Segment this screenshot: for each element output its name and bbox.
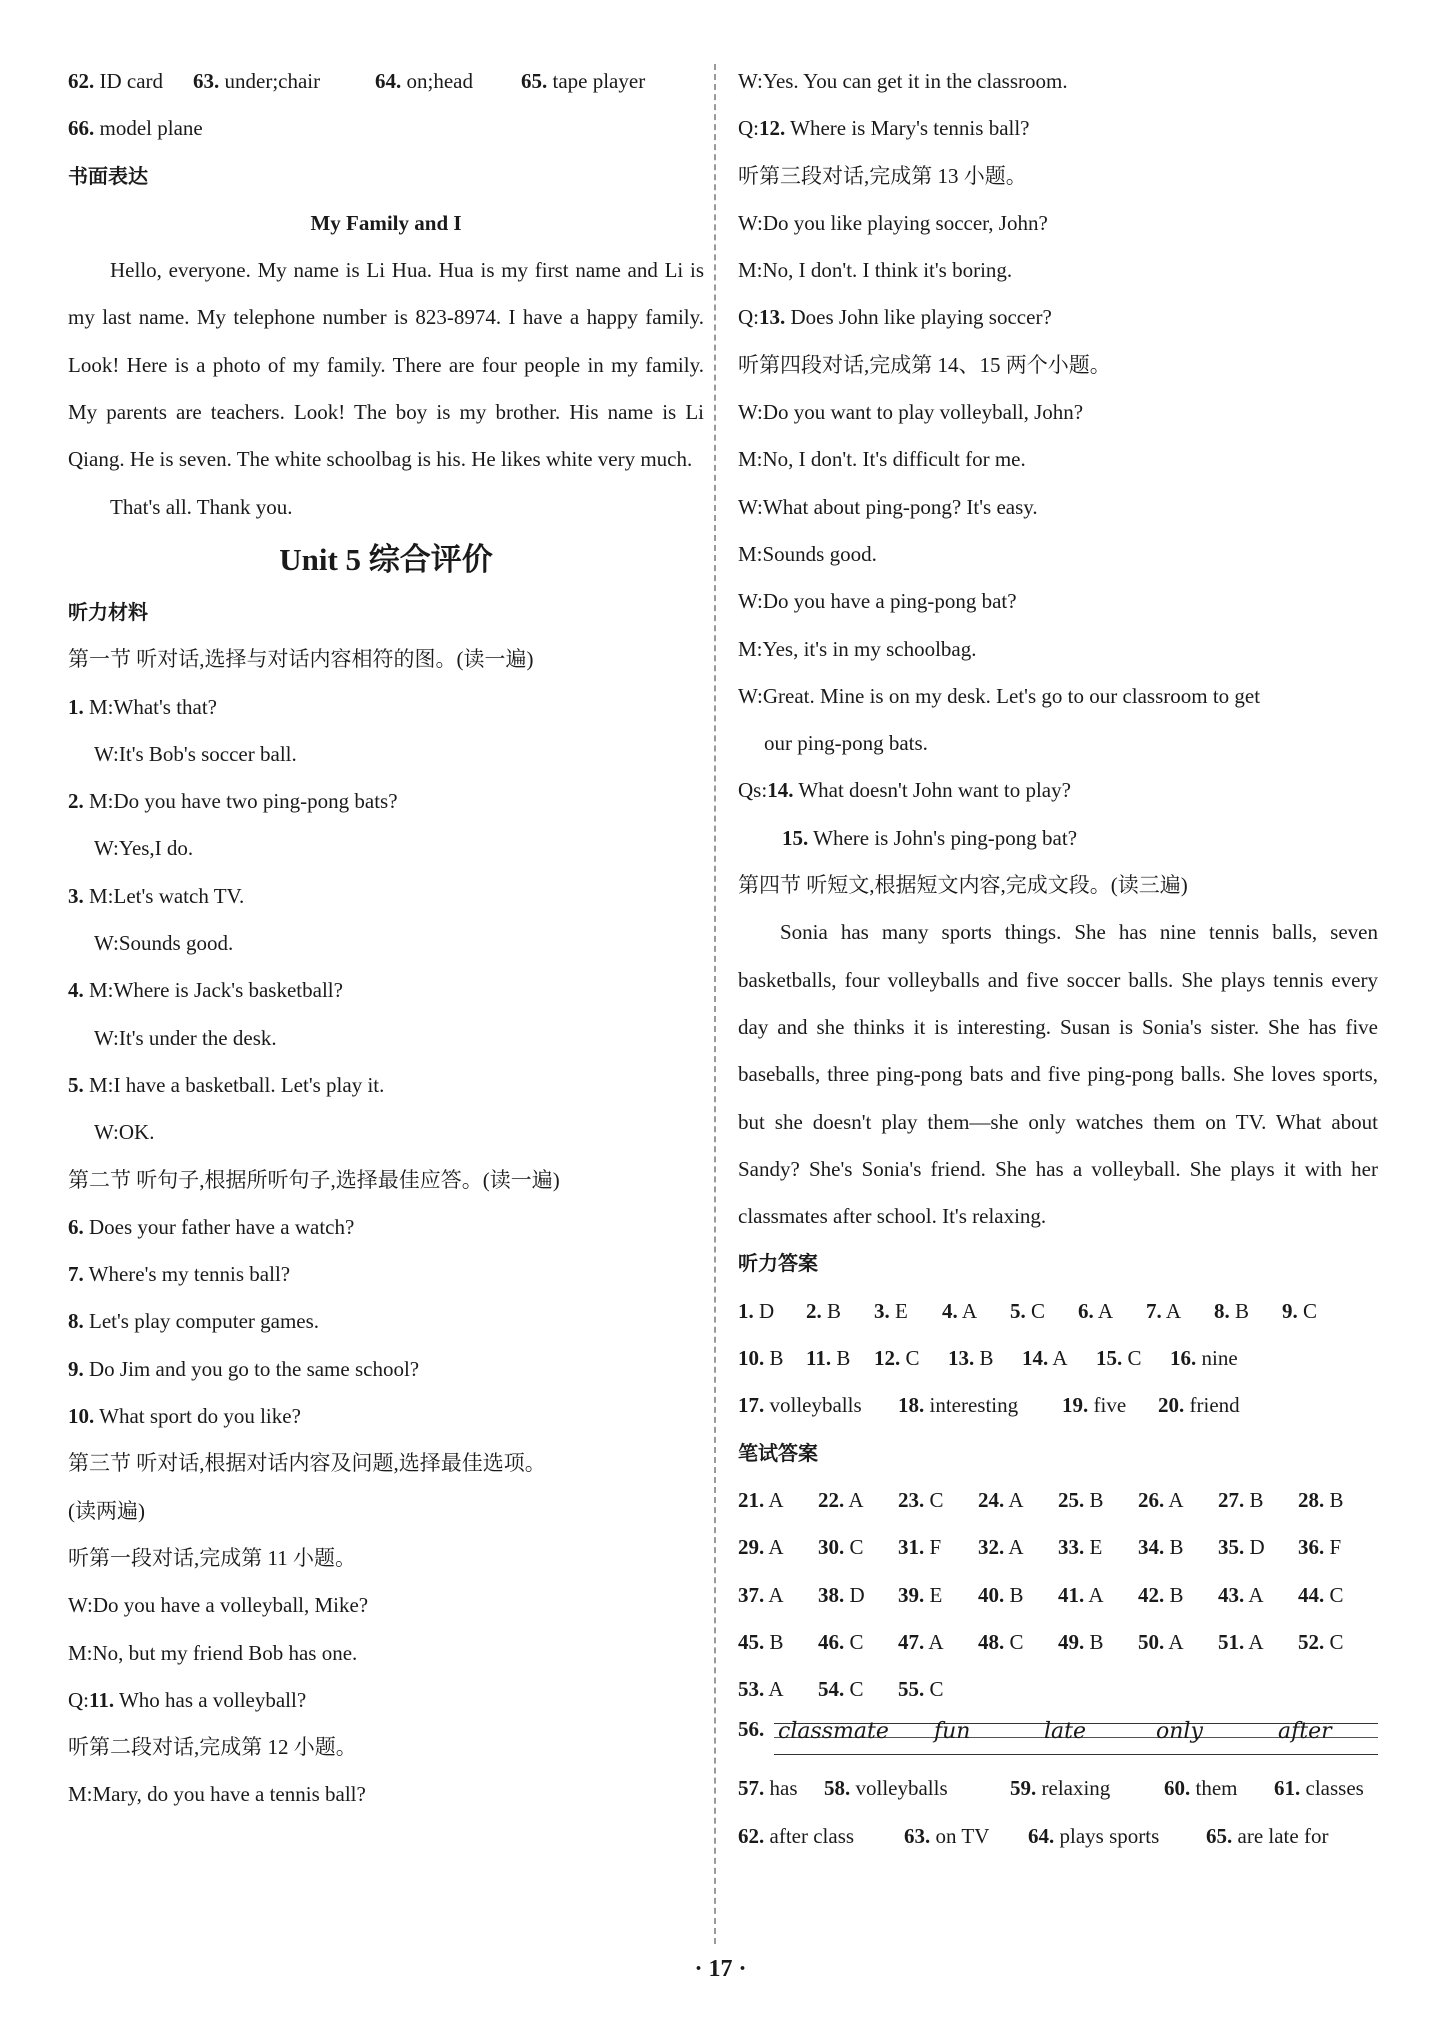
answer-row [738, 1477, 1378, 1524]
answer-item [818, 1572, 898, 1619]
answer-item [1158, 1382, 1268, 1429]
answer-item [948, 1335, 1022, 1382]
answer-item [375, 58, 521, 105]
answer-number: 56. [738, 1717, 765, 1742]
conversation-4-m2: M:Sounds good. [738, 541, 877, 566]
answer-number: 36. [1298, 1535, 1325, 1560]
answer-value: on;head [406, 69, 473, 93]
answer-number: 51. [1218, 1629, 1245, 1654]
answer-item [738, 1288, 806, 1335]
dialogue-4-w: W:It's under the desk. [94, 1025, 277, 1050]
answer-item [1028, 1813, 1206, 1860]
answer-number: 18. [898, 1393, 925, 1418]
answer-number: 45. [738, 1629, 765, 1654]
answer-value: interesting [929, 1393, 1019, 1418]
written-answers-tail [738, 1765, 1378, 1860]
answer-value: after class [769, 1823, 855, 1848]
answer-item [738, 1382, 898, 1429]
answer-number: 5. [1010, 1298, 1026, 1323]
answer-value: D [1249, 1535, 1265, 1560]
answer-item [898, 1572, 978, 1619]
answer-item [1164, 1765, 1274, 1812]
answer-number: 44. [1298, 1582, 1325, 1607]
conversation-4-instruction: 听第四段对话,完成第 14、15 两个小题。 [738, 352, 1111, 377]
answer-value: A [1168, 1629, 1184, 1654]
answer-item [1298, 1572, 1378, 1619]
section-4-heading: 第四节 听短文,根据短文内容,完成文段。(读三遍) [738, 873, 1188, 898]
dialogue-5-m: 5. M:I have a basketball. Let's play it. [68, 1072, 385, 1097]
answer-number: 1. [738, 1298, 754, 1323]
answer-number: 29. [738, 1535, 765, 1560]
answer-item [1058, 1524, 1138, 1571]
section-3-heading-cont: (读两遍) [68, 1498, 145, 1523]
answer-number: 34. [1138, 1535, 1165, 1560]
answer-number: 63. [193, 69, 220, 93]
conversation-4-w1: W:Do you want to play volleyball, John? [738, 400, 1084, 425]
answer-value: A [928, 1629, 944, 1654]
answer-value: C [929, 1677, 944, 1702]
answer-number: 61. [1274, 1776, 1301, 1801]
conversation-4-w4: W:Great. Mine is on my desk. Let's go to our classroom to get [738, 683, 1261, 708]
answer-item [1218, 1619, 1298, 1666]
answer-row [738, 1619, 1378, 1666]
answer-value: B [1089, 1629, 1104, 1654]
answer-value: nine [1201, 1346, 1238, 1371]
answer-value: volleyballs [769, 1393, 862, 1418]
answer-row [738, 1813, 1378, 1860]
answer-number: 43. [1218, 1582, 1245, 1607]
conversation-1-m: M:No, but my friend Bob has one. [68, 1640, 358, 1665]
answer-item [1058, 1619, 1138, 1666]
answer-number: 3. [874, 1298, 890, 1323]
answer-value: under;chair [224, 69, 321, 93]
conversation-3-w: W:Do you like playing soccer, John? [738, 210, 1048, 235]
answer-number: 2. [806, 1298, 822, 1323]
answer-item [1298, 1477, 1378, 1524]
answer-value: A [768, 1535, 784, 1560]
answer-value: B [836, 1346, 851, 1371]
answer-row [738, 1524, 1378, 1571]
answer-item [898, 1524, 978, 1571]
answer-item [68, 105, 203, 152]
answer-value: A [848, 1487, 864, 1512]
dialogue-2-w: W:Yes,I do. [94, 836, 194, 861]
passage: Sonia has many sports things. She has nine tennis balls, seven basketballs, four volleyballs and five soccer balls. She plays tennis every day and she thinks it is interesting. Susan is Sonia's sister. She has five baseballs, three ping-pong bats and five ping-pong balls. She loves sports, but she doesn't play them—she only watches them on TV. What about Sandy? She's Sonia's friend. She has a volleyball. She plays it with her classmates after school. It's relaxing. [738, 920, 1378, 1229]
conversation-2-w: W:Yes. You can get it in the classroom. [738, 69, 1068, 93]
essay-body [68, 247, 704, 531]
answer-value: A [1248, 1582, 1264, 1607]
answer-value: C [1009, 1629, 1024, 1654]
answer-value: five [1093, 1393, 1127, 1418]
answer-row [738, 1572, 1378, 1619]
answer-number: 62. [738, 1823, 765, 1848]
answer-number: 11. [806, 1346, 832, 1371]
answer-item [1010, 1288, 1078, 1335]
answer-number: 64. [1028, 1823, 1055, 1848]
conversation-4-m1: M:No, I don't. It's difficult for me. [738, 447, 1026, 472]
answer-value: has [769, 1776, 798, 1801]
answer-value: friend [1189, 1393, 1240, 1418]
essay-title: My Family and I [310, 210, 462, 235]
listening-answers-heading: 听力答案 [738, 1251, 818, 1276]
answer-item [818, 1666, 898, 1713]
section-3-heading: 第三节 听对话,根据对话内容及问题,选择最佳选项。 [68, 1451, 546, 1476]
answer-item [1282, 1288, 1350, 1335]
answer-number: 8. [1214, 1298, 1230, 1323]
answer-value: E [929, 1582, 943, 1607]
answer-number: 55. [898, 1677, 925, 1702]
answer-number: 48. [978, 1629, 1005, 1654]
answer-number: 17. [738, 1393, 765, 1418]
answer-number: 39. [898, 1582, 925, 1607]
written-answers [738, 1477, 1378, 1713]
conversation-4-w2: W:What about ping-pong? It's easy. [738, 494, 1038, 519]
answer-number: 60. [1164, 1776, 1191, 1801]
answer-item [1138, 1572, 1218, 1619]
answer-item [942, 1288, 1010, 1335]
answer-item [978, 1619, 1058, 1666]
answer-item [738, 1619, 818, 1666]
answer-row [738, 1288, 1378, 1335]
answer-number: 21. [738, 1487, 765, 1512]
answer-number: 58. [824, 1776, 851, 1801]
answer-row [738, 1765, 1378, 1812]
answer-row [738, 1382, 1378, 1429]
answer-number: 65. [1206, 1823, 1233, 1848]
answer-value: B [1169, 1535, 1184, 1560]
column-divider [714, 64, 716, 1944]
listening-material-heading: 听力材料 [68, 599, 148, 624]
answer-value: A [1008, 1535, 1024, 1560]
handwritten-word: classmate [778, 1719, 889, 1745]
answer-number: 30. [818, 1535, 845, 1560]
answer-value: plays sports [1059, 1823, 1160, 1848]
dialogue-3-w: W:Sounds good. [94, 931, 234, 956]
answer-value: C [1329, 1629, 1344, 1654]
answer-row [738, 1335, 1378, 1382]
conversation-3-instruction: 听第三段对话,完成第 13 小题。 [738, 163, 1027, 188]
answer-value: B [1009, 1582, 1024, 1607]
answer-item [1138, 1477, 1218, 1524]
dialogue-1-w: W:It's Bob's soccer ball. [94, 741, 297, 766]
answer-number: 38. [818, 1582, 845, 1607]
answer-item [1138, 1524, 1218, 1571]
answer-value: ID card [99, 69, 164, 93]
answer-value: A [768, 1677, 784, 1702]
answer-number: 42. [1138, 1582, 1165, 1607]
answer-value: B [827, 1298, 842, 1323]
answer-number: 57. [738, 1776, 765, 1801]
answer-number: 7. [1146, 1298, 1162, 1323]
answer-value: A [1248, 1629, 1264, 1654]
answer-value: on TV [935, 1823, 990, 1848]
answer-value: F [1329, 1535, 1342, 1560]
answer-value: D [849, 1582, 865, 1607]
question-13: Q:13. Does John like playing soccer? [738, 305, 1052, 330]
answer-value: C [1127, 1346, 1142, 1371]
answer-value: A [1008, 1487, 1024, 1512]
answer-item [1274, 1765, 1374, 1812]
answer-number: 16. [1170, 1346, 1197, 1371]
answer-value: A [1052, 1346, 1068, 1371]
answer-item [1078, 1288, 1146, 1335]
answer-value: C [1031, 1298, 1046, 1323]
answer-number: 64. [375, 69, 402, 93]
question-12: Q:12. Where is Mary's tennis ball? [738, 116, 1030, 141]
dialogue-4-m: 4. M:Where is Jack's basketball? [68, 978, 343, 1003]
answer-value: B [769, 1629, 784, 1654]
answer-item [521, 58, 681, 105]
answer-item [904, 1813, 1028, 1860]
answer-item [738, 1335, 806, 1382]
answer-item [1218, 1477, 1298, 1524]
answer-value: C [849, 1677, 864, 1702]
answer-number: 32. [978, 1535, 1005, 1560]
answer-item [898, 1619, 978, 1666]
answer-number: 6. [1078, 1298, 1094, 1323]
essay-paragraph: Hello, everyone. My name is Li Hua. Hua is my first name and Li is my last name. My telephone number is 823-8974. I have a happy family. Look! Here is a photo of my family. There are four people in my family. My parents are teachers. Look! The boy is my brother. His name is Li Qiang. He is seven. The white schoolbag is his. He likes white very much. [68, 258, 704, 472]
answer-item [806, 1335, 874, 1382]
dialogue-1-m: 1. M:What's that? [68, 694, 217, 719]
answer-value: D [759, 1298, 775, 1323]
answer-number: 15. [1096, 1346, 1123, 1371]
answer-value: B [1169, 1582, 1184, 1607]
answer-number: 20. [1158, 1393, 1185, 1418]
dialogue-2-m: 2. M:Do you have two ping-pong bats? [68, 789, 398, 814]
handwriting-answer-56 [738, 1713, 1378, 1765]
answer-item [818, 1477, 898, 1524]
handwritten-word: after [1278, 1719, 1332, 1745]
prev-answers-row [68, 58, 704, 105]
answer-item [874, 1335, 948, 1382]
answer-item [1146, 1288, 1214, 1335]
answer-item [898, 1382, 1062, 1429]
listening-answers [738, 1288, 1378, 1430]
answer-number: 47. [898, 1629, 925, 1654]
answer-number: 65. [521, 69, 548, 93]
answer-item [978, 1477, 1058, 1524]
answer-number: 35. [1218, 1535, 1245, 1560]
answer-number: 46. [818, 1629, 845, 1654]
answer-number: 59. [1010, 1776, 1037, 1801]
answer-item [68, 58, 193, 105]
answer-item [818, 1619, 898, 1666]
answer-number: 26. [1138, 1487, 1165, 1512]
answer-row [738, 1666, 1378, 1713]
answer-number: 9. [1282, 1298, 1298, 1323]
right-column [738, 58, 1378, 1860]
answer-number: 63. [904, 1823, 931, 1848]
answer-number: 53. [738, 1677, 765, 1702]
question-14: Qs:14. What doesn't John want to play? [738, 778, 1071, 803]
conversation-4-m3: M:Yes, it's in my schoolbag. [738, 636, 977, 661]
answer-value: relaxing [1041, 1776, 1111, 1801]
page-number: · 17 · [694, 1956, 747, 1982]
answer-item [1010, 1765, 1164, 1812]
answer-item [1214, 1288, 1282, 1335]
answer-value: B [1235, 1298, 1250, 1323]
answer-value: model plane [99, 116, 203, 141]
answer-value: E [895, 1298, 908, 1323]
conversation-2-m: M:Mary, do you have a tennis ball? [68, 1782, 366, 1807]
conversation-3-m: M:No, I don't. I think it's boring. [738, 258, 1013, 283]
answer-item [1206, 1813, 1356, 1860]
answer-number: 54. [818, 1677, 845, 1702]
conversation-1-instruction: 听第一段对话,完成第 11 小题。 [68, 1545, 356, 1570]
answer-value: C [905, 1346, 920, 1371]
answer-value: F [929, 1535, 942, 1560]
answer-value: A [768, 1582, 784, 1607]
answer-value: A [1088, 1582, 1104, 1607]
conversation-2-instruction: 听第二段对话,完成第 12 小题。 [68, 1735, 357, 1760]
answer-item [1138, 1619, 1218, 1666]
answer-item [1058, 1477, 1138, 1524]
answer-number: 13. [948, 1346, 975, 1371]
answer-item [824, 1765, 1010, 1812]
answer-value: tape player [552, 69, 646, 93]
answer-number: 14. [1022, 1346, 1049, 1371]
sentence-10: 10. What sport do you like? [68, 1404, 301, 1429]
dialogue-3-m: 3. M:Let's watch TV. [68, 883, 245, 908]
answer-value: classes [1305, 1776, 1364, 1801]
answer-value: C [849, 1535, 864, 1560]
writing-heading: 书面表达 [68, 163, 148, 188]
answer-number: 28. [1298, 1487, 1325, 1512]
answer-value: volleyballs [855, 1776, 948, 1801]
handwritten-word: late [1044, 1719, 1087, 1745]
answer-item [898, 1477, 978, 1524]
dialogue-5-w: W:OK. [94, 1120, 155, 1145]
conversation-4-w4-cont: our ping-pong bats. [764, 731, 928, 756]
answer-number: 10. [738, 1346, 765, 1371]
answer-number: 27. [1218, 1487, 1245, 1512]
answer-item [1218, 1524, 1298, 1571]
sentence-6: 6. Does your father have a watch? [68, 1214, 355, 1239]
answer-item [738, 1524, 818, 1571]
sentence-9: 9. Do Jim and you go to the same school? [68, 1356, 420, 1381]
left-column [68, 58, 704, 1819]
sentence-8: 8. Let's play computer games. [68, 1309, 320, 1334]
answer-item [738, 1572, 818, 1619]
answer-item [738, 1813, 904, 1860]
answer-item [978, 1524, 1058, 1571]
answer-item [818, 1524, 898, 1571]
answer-number: 33. [1058, 1535, 1085, 1560]
answer-item [738, 1765, 824, 1812]
answer-number: 25. [1058, 1487, 1085, 1512]
answer-item [1058, 1572, 1138, 1619]
answer-value: C [1303, 1298, 1318, 1323]
answer-item [898, 1666, 978, 1713]
answer-number: 41. [1058, 1582, 1085, 1607]
answer-value: C [929, 1487, 944, 1512]
answer-value: B [1249, 1487, 1264, 1512]
answer-number: 12. [874, 1346, 901, 1371]
answer-item [978, 1572, 1058, 1619]
answer-value: B [979, 1346, 994, 1371]
answer-value: them [1195, 1776, 1238, 1801]
answer-item [874, 1288, 942, 1335]
answer-number: 22. [818, 1487, 845, 1512]
essay-paragraph: That's all. Thank you. [110, 494, 293, 519]
answer-value: A [1168, 1487, 1184, 1512]
answer-item [1298, 1619, 1378, 1666]
answer-item [1218, 1572, 1298, 1619]
answer-number: 19. [1062, 1393, 1089, 1418]
conversation-1-w: W:Do you have a volleyball, Mike? [68, 1593, 369, 1618]
answer-value: C [1329, 1582, 1344, 1607]
handwritten-word: only [1156, 1719, 1203, 1745]
answer-number: 52. [1298, 1629, 1325, 1654]
conversation-4-w3: W:Do you have a ping-pong bat? [738, 589, 1017, 614]
answer-item [738, 1477, 818, 1524]
question-11: Q:11. Who has a volleyball? [68, 1687, 307, 1712]
answer-value: A [961, 1298, 978, 1323]
answer-item [738, 1666, 818, 1713]
answer-value: C [849, 1629, 864, 1654]
answer-number: 49. [1058, 1629, 1085, 1654]
answer-number: 31. [898, 1535, 925, 1560]
answer-item [193, 58, 375, 105]
unit-title: Unit 5 综合评价 [279, 541, 493, 577]
answer-item [1170, 1335, 1260, 1382]
answer-number: 50. [1138, 1629, 1165, 1654]
answer-item [1298, 1524, 1378, 1571]
section-2-heading: 第二节 听句子,根据所听句子,选择最佳应答。(读一遍) [68, 1167, 560, 1192]
answer-value: A [1165, 1298, 1182, 1323]
answer-value: are late for [1237, 1823, 1329, 1848]
answer-item [1062, 1382, 1158, 1429]
answer-value: A [768, 1487, 784, 1512]
written-answers-heading: 笔试答案 [738, 1440, 818, 1465]
prev-answers-row [68, 105, 704, 152]
answer-number: 66. [68, 116, 95, 141]
answer-value: B [1089, 1487, 1104, 1512]
answer-number: 40. [978, 1582, 1005, 1607]
question-15: 15. Where is John's ping-pong bat? [782, 825, 1078, 850]
answer-value: B [1329, 1487, 1344, 1512]
answer-value: A [1097, 1298, 1114, 1323]
answer-number: 37. [738, 1582, 765, 1607]
answer-item [1096, 1335, 1170, 1382]
answer-value: B [769, 1346, 784, 1371]
answer-number: 62. [68, 69, 95, 93]
answer-number: 4. [942, 1298, 958, 1323]
sentence-7: 7. Where's my tennis ball? [68, 1262, 291, 1287]
answer-number: 24. [978, 1487, 1005, 1512]
answer-number: 23. [898, 1487, 925, 1512]
answer-value: E [1089, 1535, 1103, 1560]
section-1-heading: 第一节 听对话,选择与对话内容相符的图。(读一遍) [68, 647, 534, 672]
handwritten-word: fun [934, 1719, 971, 1745]
answer-item [1022, 1335, 1096, 1382]
answer-item [806, 1288, 874, 1335]
